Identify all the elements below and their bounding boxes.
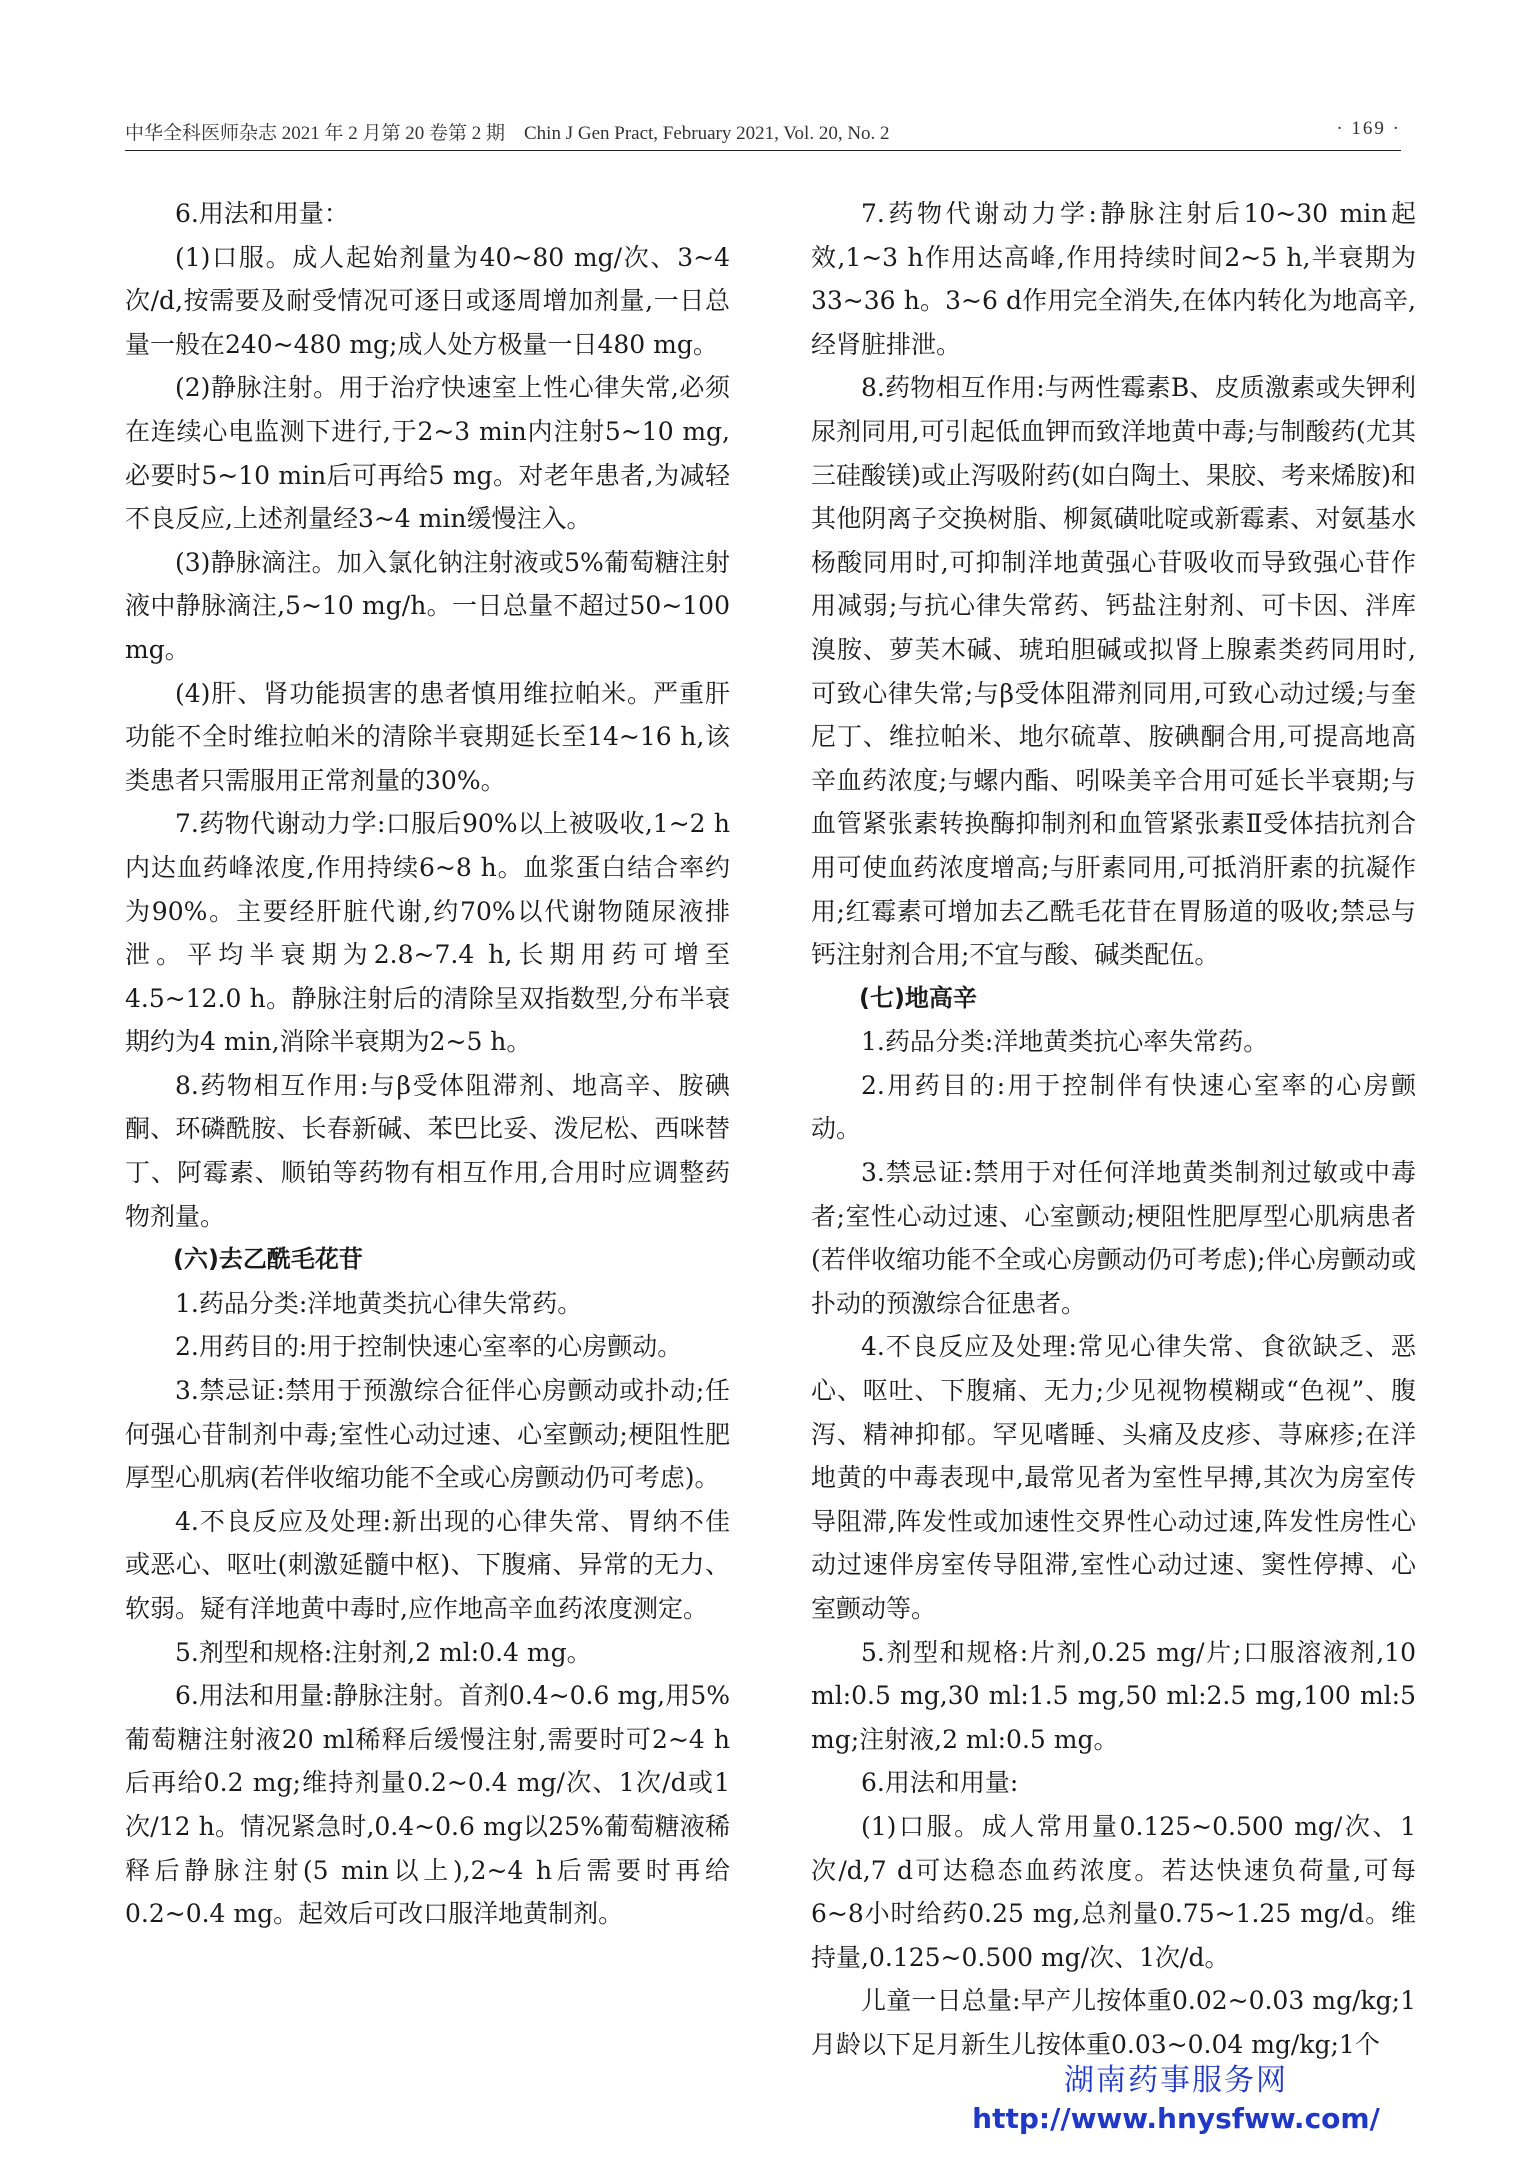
paragraph: 6.用法和用量:静脉注射。首剂0.4~0.6 mg,用5%葡萄糖注射液20 ml稀释后缓慢注射,需要时可2~4 h后再给0.2 mg;维持剂量0.2~0.4 mg/次、1次/d或1次/12 h。情况紧急时,0.4~0.6 mg以25%葡萄糖液稀释后静脉注射(5 min以上),2~4 h后需要时再给0.2~0.4 mg。起效后可改口服洋地黄制剂。 xyxy=(125,1681,730,1929)
paragraph: 6.用法和用量: xyxy=(861,1768,1019,1798)
paragraph: 5.剂型和规格:注射剂,2 ml:0.4 mg。 xyxy=(175,1637,592,1667)
left-column xyxy=(125,192,730,1936)
watermark-site-name: 湖南药事服务网 xyxy=(1064,2063,1288,2098)
paragraph: 2.用药目的:用于控制伴有快速心室率的心房颤动。 xyxy=(811,1070,1416,1144)
paragraph: (1)口服。成人常用量0.125~0.500 mg/次、1次/d,7 d可达稳态血药浓度。若达快速负荷量,可每6~8小时给药0.25 mg,总剂量0.75~1.25 mg/d。维持量,0.125~0.500 mg/次、1次/d。 xyxy=(811,1811,1416,1972)
paragraph: 3.禁忌证:禁用于预激综合征伴心房颤动或扑动;任何强心苷制剂中毒;室性心动过速、心室颤动;梗阻性肥厚型心肌病(若伴收缩功能不全或心房颤动仍可考虑)。 xyxy=(125,1376,730,1493)
paragraph: 4.不良反应及处理:常见心律失常、食欲缺乏、恶心、呕吐、下腹痛、无力;少见视物模糊或“色视”、腹泻、精神抑郁。罕见嗜睡、头痛及皮疹、荨麻疹;在洋地黄的中毒表现中,最常见者为室性早搏,其次为房室传导阻滞,阵发性或加速性交界性心动过速,阵发性房性心动过速伴房室传导阻滞,室性心动过速、窦性停搏、心室颤动等。 xyxy=(811,1332,1416,1623)
journal-citation: 中华全科医师杂志 2021 年 2 月第 20 卷第 2 期 Chin J Gen Pract, February 2021, Vol. 20, No. 2 xyxy=(125,123,890,144)
paragraph: 3.禁忌证:禁用于对任何洋地黄类制剂过敏或中毒者;室性心动过速、心室颤动;梗阻性肥厚型心肌病患者(若伴收缩功能不全或心房颤动仍可考虑);伴心房颤动或扑动的预激综合征患者。 xyxy=(811,1158,1416,1318)
paragraph: 7.药物代谢动力学:口服后90%以上被吸收,1~2 h内达血药峰浓度,作用持续6~8 h。血浆蛋白结合率约为90%。主要经肝脏代谢,约70%以代谢物随尿液排泄。平均半衰期为2.8~7.4 h,长期用药可增至4.5~12.0 h。静脉注射后的清除呈双指数型,分布半衰期约为4 min,消除半衰期为2~5 h。 xyxy=(125,809,730,1057)
watermark[interactable] xyxy=(926,2062,1426,2152)
paragraph: 2.用药目的:用于控制快速心室率的心房颤动。 xyxy=(175,1332,683,1362)
section-heading: (六)去乙酰毛花苷 xyxy=(173,1245,363,1274)
paragraph: 4.不良反应及处理:新出现的心律失常、胃纳不佳或恶心、呕吐(刺激延髓中枢)、下腹痛、异常的无力、软弱。疑有洋地黄中毒时,应作地高辛血药浓度测定。 xyxy=(125,1506,730,1623)
header-rule xyxy=(125,150,1401,151)
paragraph: 1.药品分类:洋地黄类抗心率失常药。 xyxy=(861,1027,1269,1057)
paragraph: 儿童一日总量:早产儿按体重0.02~0.03 mg/kg;1月龄以下足月新生儿按体重0.03~0.04 mg/kg;1个 xyxy=(811,1986,1416,2059)
page-number: · 169 · xyxy=(1336,118,1401,139)
section-heading: (七)地高辛 xyxy=(859,983,977,1012)
right-column xyxy=(811,192,1416,2067)
watermark-url-link[interactable]: http://www.hnysfww.com/ xyxy=(972,2102,1380,2135)
running-head xyxy=(125,118,1401,148)
paragraph: (3)静脉滴注。加入氯化钠注射液或5%葡萄糖注射液中静脉滴注,5~10 mg/h。一日总量不超过50~100 mg。 xyxy=(125,547,730,664)
paragraph: 8.药物相互作用:与β受体阻滞剂、地高辛、胺碘酮、环磷酰胺、长春新碱、苯巴比妥、泼尼松、西咪替丁、阿霉素、顺铂等药物有相互作用,合用时应调整药物剂量。 xyxy=(125,1070,730,1231)
paragraph: 1.药品分类:洋地黄类抗心律失常药。 xyxy=(175,1288,583,1318)
paragraph: 8.药物相互作用:与两性霉素B、皮质激素或失钾利尿剂同用,可引起低血钾而致洋地黄中毒;与制酸药(尤其三硅酸镁)或止泻吸附药(如白陶土、果胶、考来烯胺)和其他阴离子交换树脂、柳氮磺吡啶或新霉素、对氨基水杨酸同用时,可抑制洋地黄强心苷吸收而导致强心苷作用减弱;与抗心律失常药、钙盐注射剂、可卡因、泮库溴胺、萝芙木碱、琥珀胆碱或拟肾上腺素类药同用时,可致心律失常;与β受体阻滞剂同用,可致心动过缓;与奎尼丁、维拉帕米、地尔硫䓬、胺碘酮合用,可提高地高辛血药浓度;与螺内酯、吲哚美辛合用可延长半衰期;与血管紧张素转换酶抑制剂和血管紧张素Ⅱ受体拮抗剂合用可使血药浓度增高;与肝素同用,可抵消肝素的抗凝作用;红霉素可增加去乙酰毛花苷在胃肠道的吸收;禁忌与钙注射剂合用;不宜与酸、碱类配伍。 xyxy=(811,373,1416,970)
paragraph: 6.用法和用量： xyxy=(175,199,349,228)
paragraph: (4)肝、肾功能损害的患者慎用维拉帕米。严重肝功能不全时维拉帕米的清除半衰期延长至14~16 h,该类患者只需服用正常剂量的30%。 xyxy=(125,678,730,795)
paragraph: 7.药物代谢动力学:静脉注射后10~30 min起效,1~3 h作用达高峰,作用持续时间2~5 h,半衰期为33~36 h。3~6 d作用完全消失,在体内转化为地高辛,经肾脏排泄。 xyxy=(811,199,1416,359)
paragraph: (1)口服。成人起始剂量为40~80 mg/次、3~4次/d,按需要及耐受情况可逐日或逐周增加剂量,一日总量一般在240~480 mg;成人处方极量一日480 mg。 xyxy=(125,242,730,359)
paragraph: (2)静脉注射。用于治疗快速室上性心律失常,必须在连续心电监测下进行,于2~3 min内注射5~10 mg,必要时5~10 min后可再给5 mg。对老年患者,为减轻不良反应,上述剂量经3~4 min缓慢注入。 xyxy=(125,373,730,534)
paragraph: 5.剂型和规格:片剂,0.25 mg/片;口服溶液剂,10 ml:0.5 mg,30 ml:1.5 mg,50 ml:2.5 mg,100 ml:5 mg;注射液,2 ml:0.5 mg。 xyxy=(811,1637,1416,1754)
